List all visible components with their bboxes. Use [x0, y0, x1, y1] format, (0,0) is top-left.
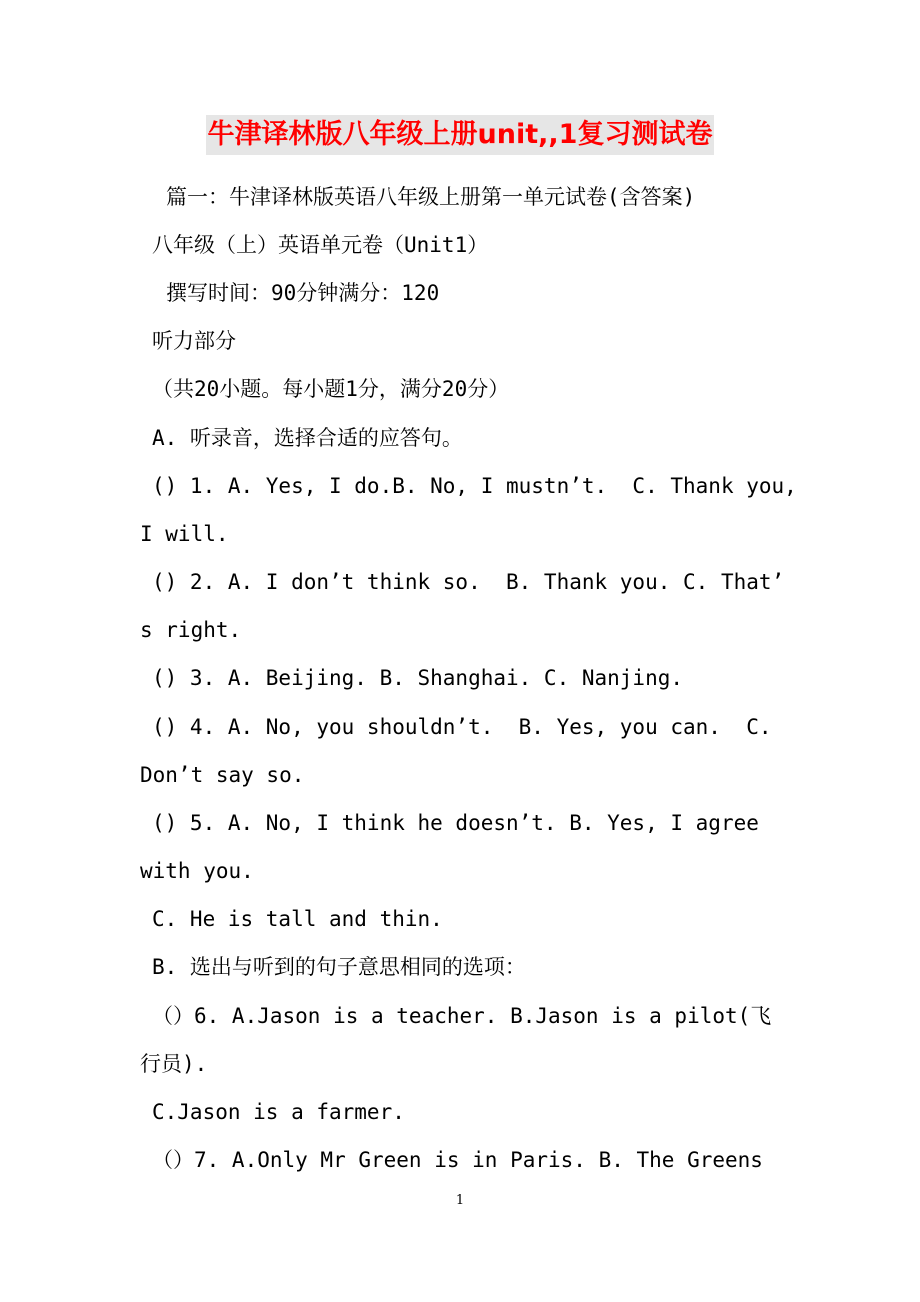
- question-line: s right.: [140, 618, 242, 642]
- question-line: I will.: [140, 522, 229, 546]
- exam-subtitle: 八年级（上）英语单元卷（Unit1）: [152, 233, 489, 257]
- part-a-instruction: A. 听录音，选择合适的应答句。: [152, 426, 463, 450]
- question-line: 行员).: [140, 1052, 208, 1076]
- section-heading: 篇一：牛津译林版英语八年级上册第一单元试卷(含答案): [166, 185, 696, 209]
- document-title: 牛津译林版八年级上册unit,,1复习测试卷: [206, 115, 715, 155]
- question-line: () 5. A. No, I think he doesn’t. B. Yes, I agree: [152, 811, 759, 835]
- question-line: () 2. A. I don’t think so. B. Thank you. C. That’: [152, 570, 785, 594]
- title-container: [0, 115, 920, 155]
- question-line: with you.: [140, 859, 254, 883]
- question-line: () 4. A. No, you shouldn’t. B. Yes, you can. C.: [152, 715, 772, 739]
- question-line: Don’t say so.: [140, 763, 305, 787]
- page-number: 1: [455, 1193, 465, 1208]
- part-b-instruction: B. 选出与听到的句子意思相同的选项：: [152, 955, 526, 979]
- listening-section-note: （共20小题。每小题1分，满分20分）: [152, 377, 510, 401]
- question-line: C. He is tall and thin.: [152, 907, 443, 931]
- question-line: C.Jason is a farmer.: [152, 1100, 405, 1124]
- question-line: （）7. A.Only Mr Green is in Paris. B. The Greens: [152, 1148, 763, 1172]
- question-line: （）6. A.Jason is a teacher. B.Jason is a pilot(飞: [152, 1004, 772, 1028]
- question-line: () 1. A. Yes, I do.B. No, I mustn’t. C. Thank you,: [152, 474, 797, 498]
- listening-section-heading: 听力部分: [152, 329, 236, 353]
- question-line: () 3. A. Beijing. B. Shanghai. C. Nanjing.: [152, 666, 684, 690]
- exam-time-and-score: 撰写时间：90分钟满分：120: [166, 281, 440, 305]
